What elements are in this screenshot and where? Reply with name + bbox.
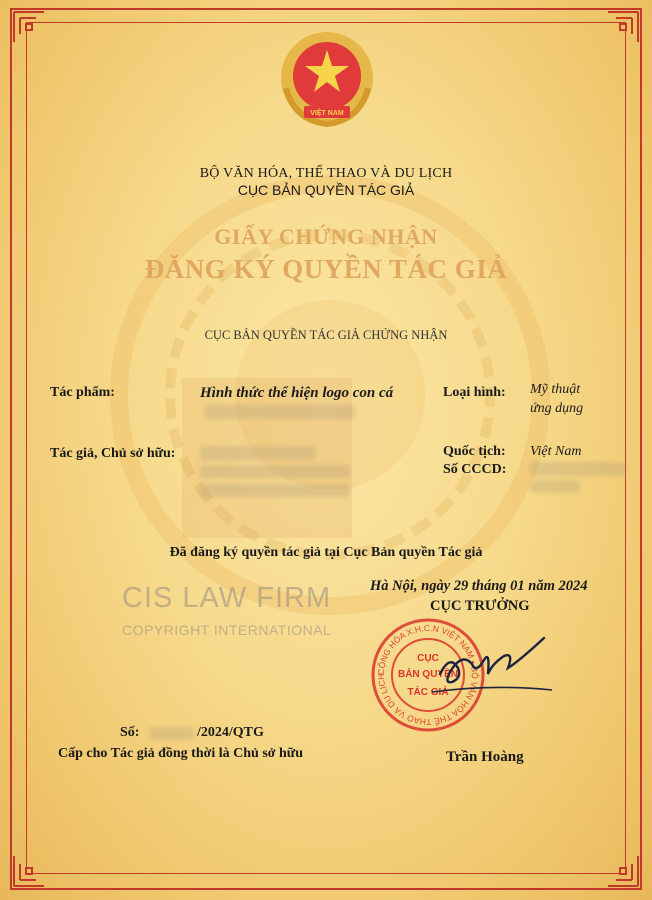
department-name: CỤC BẢN QUYỀN TÁC GIẢ: [237, 182, 415, 198]
ministry-name: BỘ VĂN HÓA, THỂ THAO VÀ DU LỊCH: [199, 166, 453, 181]
seal-center-line2: BẢN QUYỀN: [397, 669, 459, 680]
director-title: CỤC TRƯỞNG: [430, 598, 530, 614]
seal-ring-text: CỘNG HÒA X.H.C.N VIỆT NAM • BỘ VĂN HÓA THỂ THAO VÀ DU LỊCH: [375, 622, 481, 728]
corner-ornament-top-right: [606, 10, 640, 44]
watermark-firm-name: CIS LAW FIRM: [122, 582, 332, 614]
id-card-label: Số CCCD:: [443, 462, 507, 477]
issued-to-statement: Cấp cho Tác giả đồng thời là Chủ sở hữu: [58, 746, 303, 761]
nationality-value: Việt Nam: [530, 444, 582, 459]
nationality-label: Quốc tịch:: [443, 444, 506, 459]
redacted-id-number-line1: [530, 462, 626, 476]
certificate-number-suffix: /2024/QTG: [197, 725, 264, 740]
redacted-author-address-line2: [200, 484, 350, 497]
author-label: Tác giả, Chủ sở hữu:: [50, 446, 176, 461]
corner-ornament-bottom-left: [12, 854, 46, 888]
signer-name: Trần Hoàng: [446, 749, 524, 765]
redacted-certificate-number: [150, 727, 194, 740]
certifies-heading: CỤC BẢN QUYỀN TÁC GIẢ CHỨNG NHẬN: [204, 328, 448, 342]
type-label: Loại hình:: [443, 385, 506, 400]
national-emblem-icon: [274, 28, 380, 134]
work-value: Hình thức thể hiện logo con cá: [200, 385, 394, 401]
certificate-number-label: Số:: [120, 725, 140, 740]
type-value-line1: Mỹ thuật: [530, 382, 581, 397]
registered-statement: Đã đăng ký quyền tác giả tại Cục Bản quyền Tác giả: [169, 545, 483, 560]
corner-ornament-bottom-right: [606, 854, 640, 888]
redacted-work-author: [205, 405, 355, 419]
issue-date: Hà Nội, ngày 29 tháng 01 năm 2024: [370, 578, 588, 594]
seal-center-line3: TÁC GIẢ: [407, 687, 449, 698]
signature-mark: [432, 634, 552, 704]
certificate-title-line2: ĐĂNG KÝ QUYỀN TÁC GIẢ: [144, 254, 508, 284]
corner-ornament-top-left: [12, 10, 46, 44]
certificate-title-line1: GIẤY CHỨNG NHẬN: [214, 224, 438, 249]
redacted-id-number-line2: [530, 480, 580, 493]
seal-center-line1: CỤC: [417, 653, 439, 664]
work-label: Tác phẩm:: [50, 385, 115, 400]
watermark-subtitle: COPYRIGHT INTERNATIONAL: [122, 622, 332, 638]
redacted-author-name: [200, 446, 315, 460]
emblem-banner-text: VIỆT NAM: [310, 110, 344, 117]
type-value-line2: ứng dụng: [530, 401, 584, 416]
redacted-author-address-line1: [200, 465, 350, 478]
